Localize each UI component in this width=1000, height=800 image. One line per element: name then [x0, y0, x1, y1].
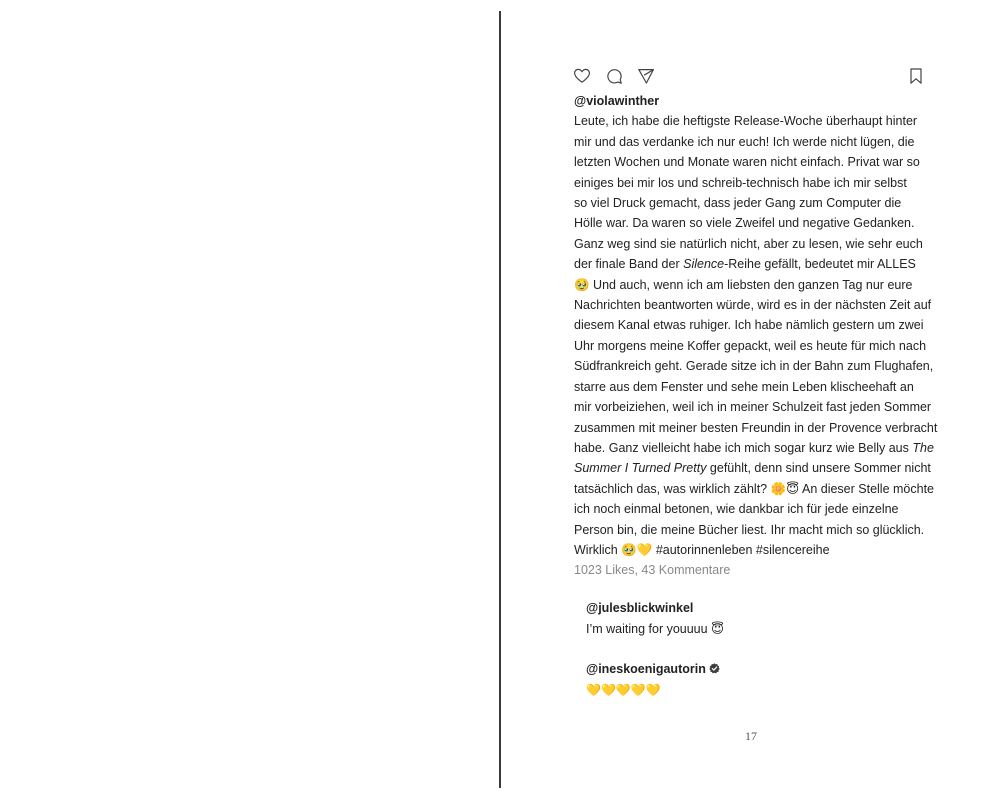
caption-line	[574, 499, 930, 519]
caption-line	[574, 213, 930, 233]
page-number: 17	[745, 729, 757, 743]
comment-item	[586, 598, 724, 640]
caption-text: Hölle war. Da waren so viele Zweifel und negative Gedanken.	[574, 216, 915, 231]
caption-line	[574, 275, 930, 295]
caption-text: Person bin, die meine Bücher liest. Ihr macht mich so glücklich.	[574, 522, 925, 537]
caption-text: mir und das verdanke ich nur euch! Ich werde nicht lügen, die	[574, 134, 915, 149]
caption-text: Nachrichten beantworten würde, wird es in der nächsten Zeit auf	[574, 298, 932, 313]
post-body	[574, 91, 938, 581]
comment-author-handle: @julesblickwinkel	[586, 601, 694, 615]
caption-line	[574, 540, 930, 560]
speech-bubble-icon	[605, 67, 623, 85]
caption-text: Südfrankreich geht. Gerade sitze ich in der Bahn zum Flughafen,	[574, 359, 934, 374]
caption-text: Uhr morgens meine Koffer gepackt, weil es heute für mich nach	[574, 338, 927, 353]
caption-line	[574, 295, 930, 315]
caption-line	[574, 315, 930, 335]
caption-text: einiges bei mir los und schreib-technisch habe ich mir selbst	[574, 175, 907, 190]
caption-line	[574, 520, 930, 540]
caption-line	[574, 458, 930, 478]
caption-line	[574, 397, 930, 417]
caption-text: 🥹 Und auch, wenn ich am liebsten den ganzen Tag nur eure	[574, 277, 913, 292]
right-page	[501, 0, 1000, 800]
caption-text: mir vorbeiziehen, weil ich in meiner Schulzeit fast jeden Sommer	[574, 400, 932, 415]
caption-line	[574, 173, 930, 193]
caption-title-italic: Summer I Turned Pretty	[574, 461, 707, 476]
caption-line	[574, 418, 938, 438]
caption-line	[574, 152, 930, 172]
post-engagement-stats: 1023 Likes, 43 Kommentare	[574, 563, 731, 578]
verified-badge-icon	[709, 660, 720, 671]
caption-text: ich noch einmal betonen, wie dankbar ich für jede einzelne	[574, 502, 899, 517]
caption-text: gefühlt, denn sind unsere Sommer nicht	[706, 461, 931, 476]
post-action-bar	[573, 67, 923, 85]
caption-line	[574, 336, 930, 356]
caption-title-italic: The	[912, 440, 934, 455]
caption-line	[574, 377, 930, 397]
caption-line	[574, 132, 930, 152]
caption-text: Wirklich 🥹💛 #autorinnenleben #silencereihe	[574, 542, 830, 557]
caption-line	[574, 234, 930, 254]
comment-item	[586, 659, 720, 701]
caption-line	[574, 111, 930, 131]
caption-title-italic: Silence	[683, 257, 725, 272]
comment-text: 💛💛💛💛💛	[586, 683, 661, 697]
caption-text: der finale Band der	[574, 257, 684, 272]
caption-text: zusammen mit meiner besten Freundin in der Provence verbracht	[574, 420, 938, 435]
comment-author-name: @ineskoenigautorin	[586, 662, 706, 676]
caption-line	[574, 193, 930, 213]
caption-text: diesem Kanal etwas ruhiger. Ich habe nämlich gestern um zwei	[574, 318, 924, 333]
caption-text: letzten Wochen und Monate waren nicht einfach. Privat war so	[574, 155, 920, 170]
comment-text: I’m waiting for youuuu 😇	[586, 622, 725, 636]
caption-line	[574, 438, 934, 458]
post-caption	[574, 111, 938, 560]
post-author-handle: @violawinther	[574, 94, 660, 108]
caption-text: so viel Druck gemacht, dass jeder Gang zum Computer die	[574, 196, 902, 211]
caption-text: Leute, ich habe die heftigste Release-Woche überhaupt hinter	[574, 114, 918, 129]
caption-line	[574, 479, 934, 499]
caption-line	[574, 254, 930, 274]
heart-icon	[573, 67, 591, 85]
caption-text: starre aus dem Fenster und sehe mein Leben klischeehaft an	[574, 379, 914, 394]
caption-text: tatsächlich das, was wirklich zählt? 🌼😇 An dieser Stelle möchte	[574, 481, 934, 496]
caption-text: habe. Ganz vielleicht habe ich mich sogar kurz wie Belly aus	[574, 440, 913, 455]
bookmark-icon	[907, 67, 925, 85]
caption-text: -Reihe gefällt, bedeutet mir ALLES	[724, 257, 916, 272]
paper-plane-icon	[637, 67, 655, 85]
comment-author-handle	[586, 659, 720, 680]
caption-line	[574, 356, 934, 376]
left-page-blank	[0, 0, 499, 800]
caption-text: Ganz weg sind sie natürlich nicht, aber zu lesen, wie sehr euch	[574, 236, 923, 251]
